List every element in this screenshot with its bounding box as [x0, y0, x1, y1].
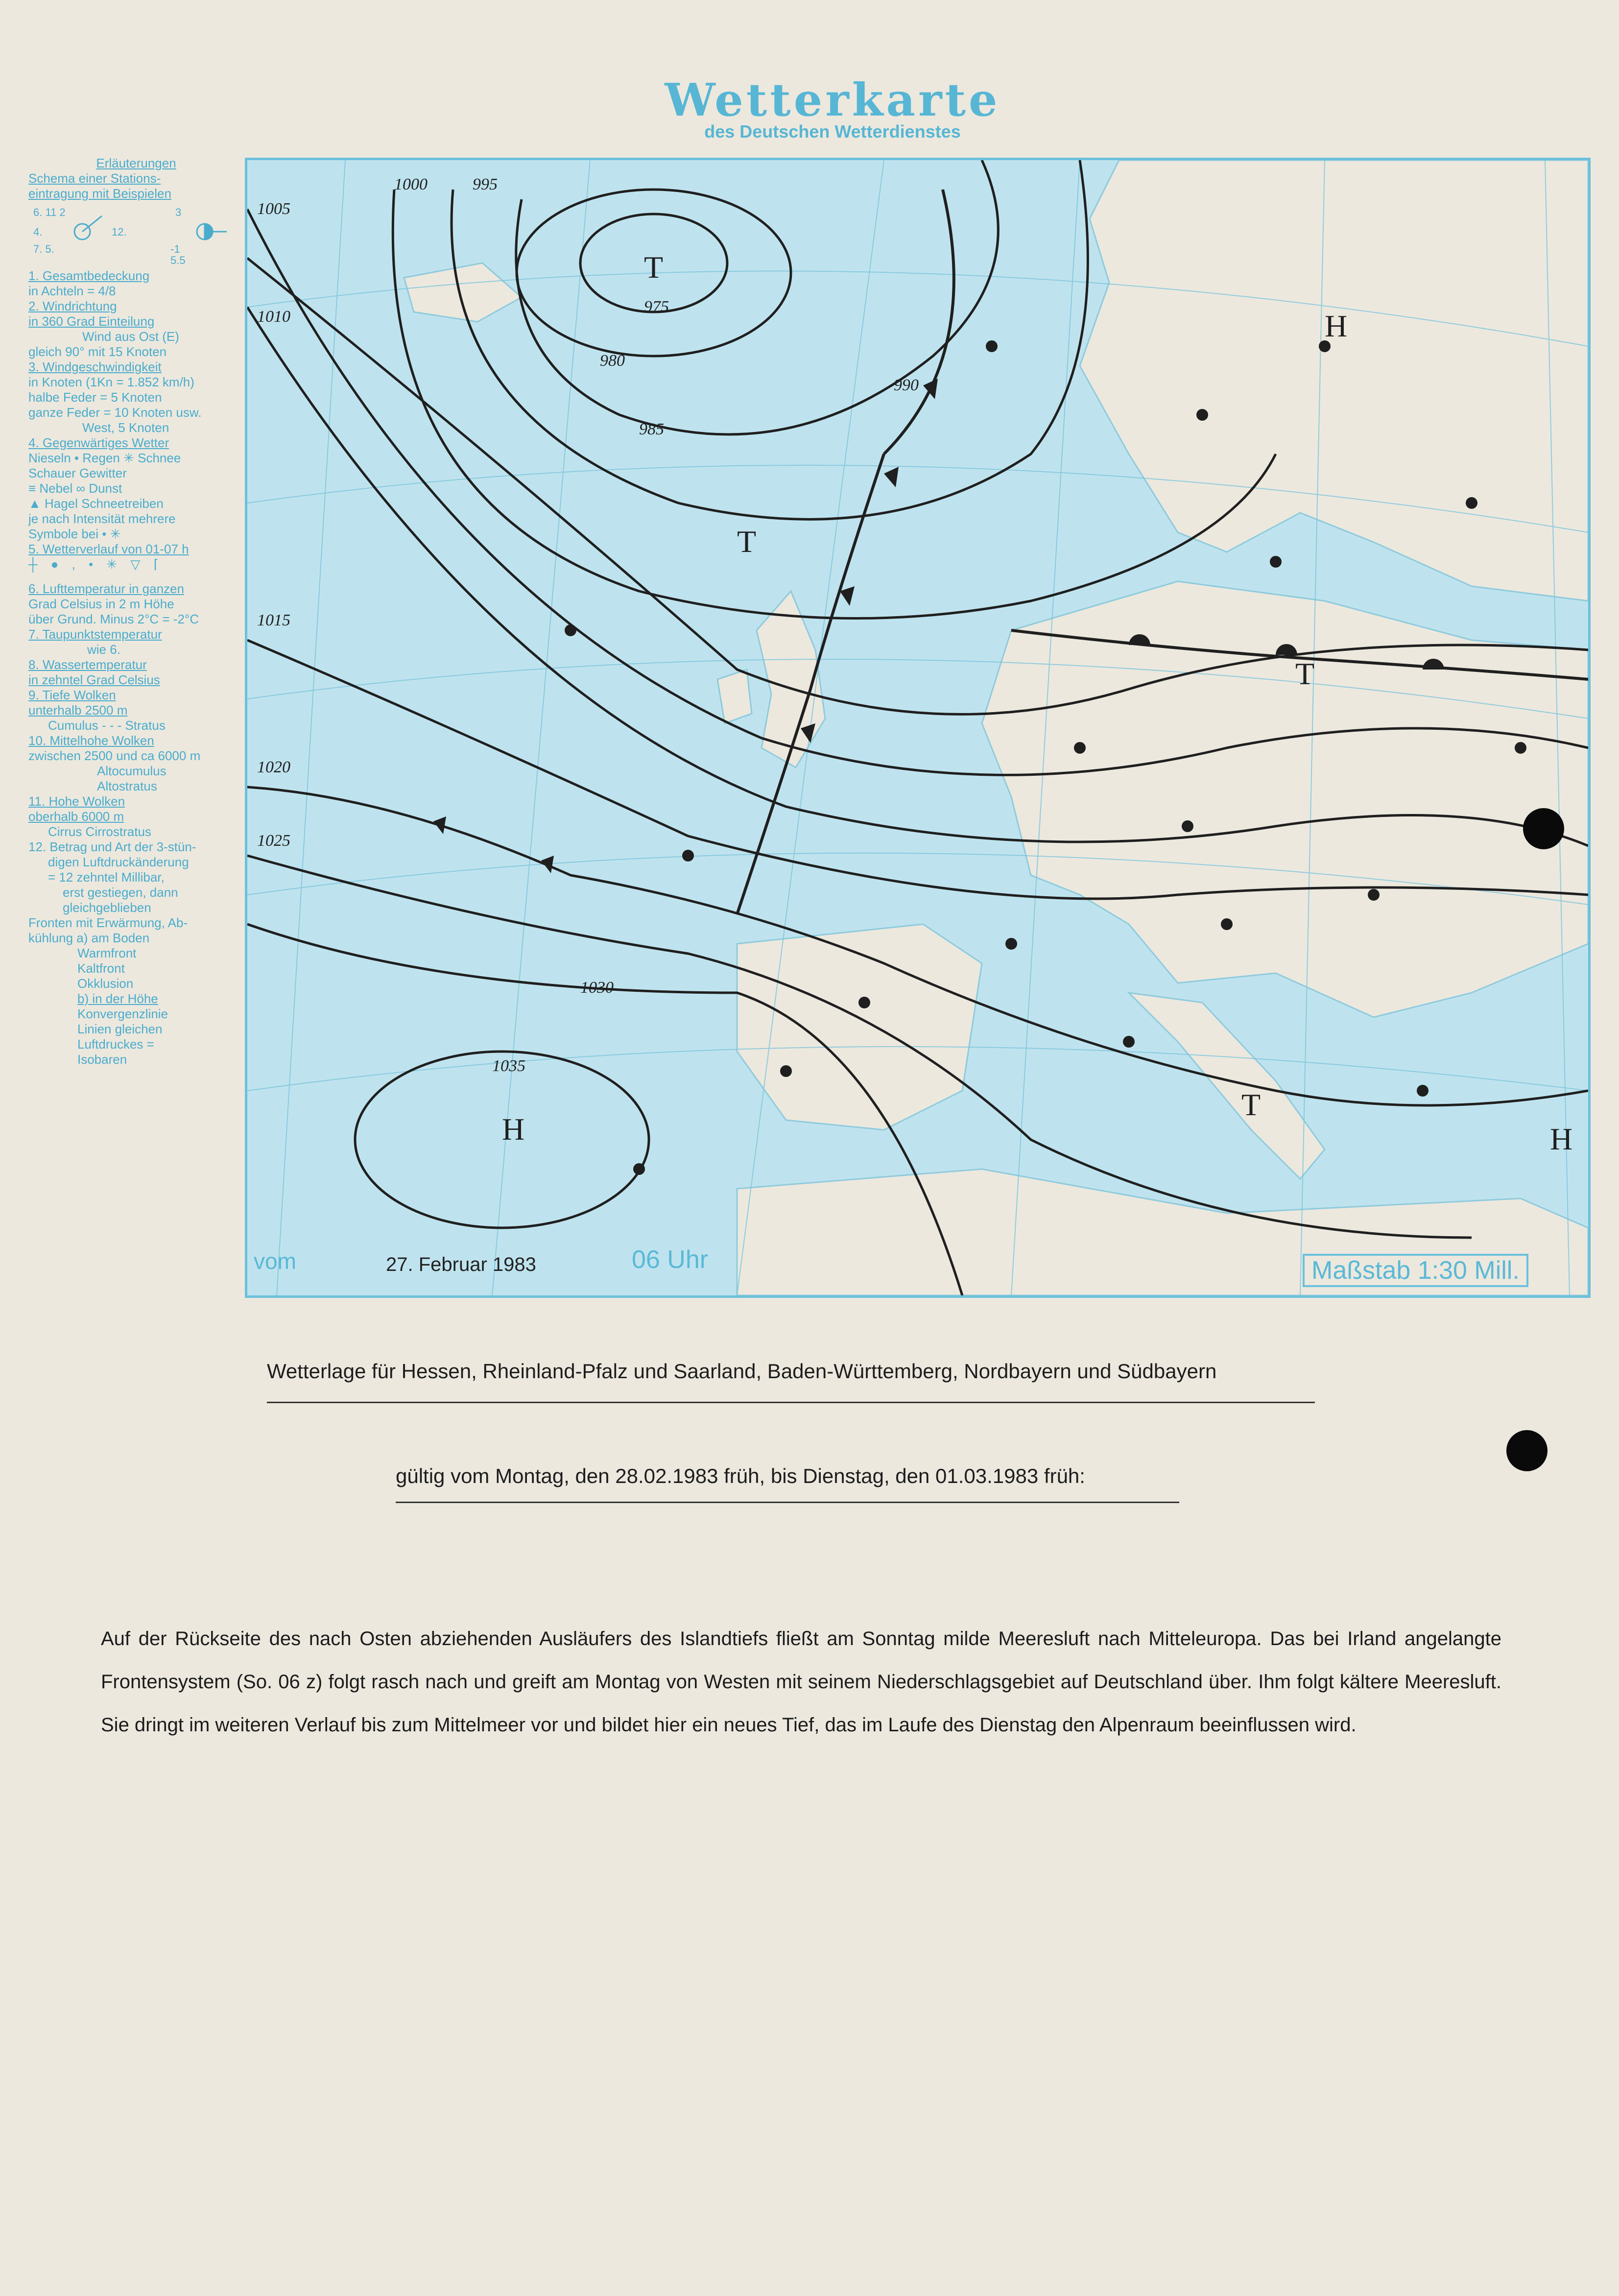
isobar-label: 1035 — [492, 1057, 525, 1075]
svg-text:4.: 4. — [33, 226, 43, 238]
legend-line: zwischen 2500 und ca 6000 m — [28, 748, 201, 763]
legend-line: Symbole bei • ✳ — [28, 526, 121, 541]
legend-line: Nieseln • Regen ✳ Schnee — [28, 451, 181, 465]
legend-line: Altostratus — [97, 779, 157, 793]
punch-hole — [1523, 808, 1564, 849]
legend-line: ≡ Nebel ∞ Dunst — [28, 481, 122, 496]
high-pressure-label: H — [1325, 309, 1348, 343]
legend-line: halbe Feder = 5 Knoten — [28, 390, 162, 405]
high-pressure-label: H — [1550, 1122, 1573, 1156]
forecast-validity: gültig vom Montag, den 28.02.1983 früh, bis Dienstag, den 01.03.1983 früh: — [396, 1464, 1085, 1487]
svg-text:-1: -1 — [170, 243, 180, 255]
isobar-label: 1000 — [394, 175, 428, 193]
isobar-label: 985 — [639, 420, 664, 438]
legend-line: 2. Windrichtung — [28, 299, 117, 313]
map-time: 06 Uhr — [632, 1245, 709, 1274]
legend-line: in zehntel Grad Celsius — [28, 672, 160, 687]
legend-line: oberhalb 6000 m — [28, 809, 124, 824]
map-date: 27. Februar 1983 — [386, 1254, 536, 1275]
legend-line: kühlung a) am Boden — [28, 931, 150, 945]
isobar-label: 975 — [644, 298, 669, 316]
station-schema-icon — [28, 201, 234, 265]
legend-line: West, 5 Knoten — [82, 420, 169, 435]
heading-underline — [267, 1402, 1315, 1403]
legend-heading: Erläuterungen — [96, 156, 176, 170]
low-pressure-label: T — [1241, 1087, 1261, 1122]
legend-line: über Grund. Minus 2°C = -2°C — [28, 612, 199, 626]
weather-map-drawing — [247, 160, 1588, 1295]
legend-line: digen Luftdruckänderung — [48, 855, 189, 869]
svg-text:3: 3 — [175, 206, 182, 218]
legend-line: 9. Tiefe Wolken — [28, 688, 116, 702]
legend-line: erst gestiegen, dann — [63, 885, 178, 900]
legend-line: 10. Mittelhohe Wolken — [28, 733, 154, 748]
iceland-land — [404, 263, 522, 322]
legend-line: wie 6. — [87, 642, 120, 657]
weather-trend-symbols: ┼ ● , • ✳ ▽ ⌈ — [28, 557, 164, 572]
isobar-label: 1030 — [580, 979, 614, 997]
legend-line: Grad Celsius in 2 m Höhe — [28, 597, 174, 611]
low-pressure-label: T — [737, 524, 757, 559]
svg-text:5.5: 5.5 — [170, 254, 186, 265]
legend-line: Isobaren — [77, 1052, 127, 1067]
legend-line: 5. Wetterverlauf von 01-07 h — [28, 542, 189, 556]
legend-line: 4. Gegenwärtiges Wetter — [28, 435, 169, 450]
legend-line: b) in der Höhe — [77, 991, 158, 1006]
legend-line: Schema einer Stations- — [28, 171, 161, 186]
cold-front — [737, 454, 884, 914]
legend-line: ganze Feder = 10 Knoten usw. — [28, 405, 202, 420]
svg-text:6. 11 2: 6. 11 2 — [33, 206, 66, 218]
legend-line: 6. Lufttemperatur in ganzen — [28, 581, 184, 596]
map-scale: Maßstab 1:30 Mill. — [1303, 1254, 1528, 1287]
page-subtitle: des Deutschen Wetterdienstes — [704, 121, 961, 142]
isobar-label: 1015 — [257, 611, 290, 629]
svg-text:12.: 12. — [112, 226, 127, 238]
legend-line: Fronten mit Erwärmung, Ab- — [28, 915, 188, 930]
legend-line: Wind aus Ost (E) — [82, 329, 179, 344]
scandinavia-land — [1080, 160, 1588, 601]
legend-line: unterhalb 2500 m — [28, 703, 128, 718]
legend-line: Schauer Gewitter — [28, 466, 127, 480]
isobar-label: 990 — [894, 376, 919, 394]
isobar-label: 980 — [600, 352, 625, 370]
isobar-label: 995 — [473, 175, 498, 193]
legend-line: Luftdruckes = — [77, 1037, 154, 1052]
map-footer-vom: vom — [254, 1248, 296, 1274]
legend-line: in Achteln = 4/8 — [28, 284, 116, 298]
legend-line: 12. Betrag und Art der 3-stün- — [28, 839, 196, 854]
weather-map — [245, 158, 1591, 1298]
legend-line: 1. Gesamtbedeckung — [28, 268, 150, 283]
italy-balkans-land — [1129, 993, 1325, 1179]
punch-hole — [1506, 1430, 1548, 1471]
legend-line: Cirrus Cirrostratus — [48, 824, 151, 839]
occluded-front — [884, 190, 954, 454]
legend-line: ▲ Hagel Schneetreiben — [28, 496, 164, 511]
ireland-land — [717, 670, 752, 723]
legend-line: gleichgeblieben — [63, 900, 151, 915]
low-pressure-label: T — [1295, 656, 1315, 691]
legend-line: eintragung mit Beispielen — [28, 186, 171, 201]
isobar-label: 1025 — [257, 832, 290, 850]
legend-line: in Knoten (1Kn = 1.852 km/h) — [28, 375, 194, 389]
low-pressure-label: T — [644, 250, 664, 285]
page-title: Wetterkarte — [665, 73, 1000, 126]
isobar-label: 1020 — [257, 758, 290, 776]
isobar-label: 1005 — [257, 200, 290, 218]
legend-line: 8. Wassertemperatur — [28, 657, 147, 672]
legend-line: = 12 zehntel Millibar, — [48, 870, 165, 885]
legend-line: Konvergenzlinie — [77, 1006, 168, 1021]
legend-line: Kaltfront — [77, 961, 125, 976]
validity-underline — [396, 1502, 1179, 1503]
legend-line: in 360 Grad Einteilung — [28, 314, 155, 329]
legend-line: Okklusion — [77, 976, 134, 991]
forecast-text: Auf der Rückseite des nach Osten abziehenden Ausläufers des Islandtiefs fließt am Sonntag milde Meeresluft nach Mitteleuropa. Das bei Irland angelangte Frontensystem (So. 06 z) folgt rasch nach und greift am Montag von Westen mit seinem Niederschlagsgebiet auf Deutschland über. Ihm folgt kältere Meeresluft. Sie dringt im weiteren Verlauf bis zum Mittelmeer vor und bildet hier ein neues Tief, das im Laufe des Dienstag den Alpenraum beeinflussen wird. — [101, 1628, 1501, 1736]
legend-line: Altocumulus — [97, 764, 167, 778]
legend-line: Warmfront — [77, 946, 137, 960]
legend-line: 7. Taupunktstemperatur — [28, 627, 162, 642]
isobar-985 — [516, 160, 999, 434]
legend-panel — [28, 156, 244, 1067]
isobar-label: 1010 — [257, 308, 290, 326]
legend-line: je nach Intensität mehrere — [28, 511, 176, 526]
forecast-heading: Wetterlage für Hessen, Rheinland-Pfalz und Saarland, Baden-Württemberg, Nordbayern und Südbayern — [267, 1360, 1217, 1383]
legend-line: 3. Windgeschwindigkeit — [28, 359, 162, 374]
svg-text:7. 5.: 7. 5. — [33, 243, 54, 255]
legend-line: Linien gleichen — [77, 1022, 163, 1036]
legend-line: 11. Hohe Wolken — [28, 794, 125, 809]
legend-line: Cumulus - - - Stratus — [48, 718, 166, 733]
legend-line: gleich 90° mit 15 Knoten — [28, 344, 167, 359]
high-pressure-label: H — [502, 1112, 525, 1147]
